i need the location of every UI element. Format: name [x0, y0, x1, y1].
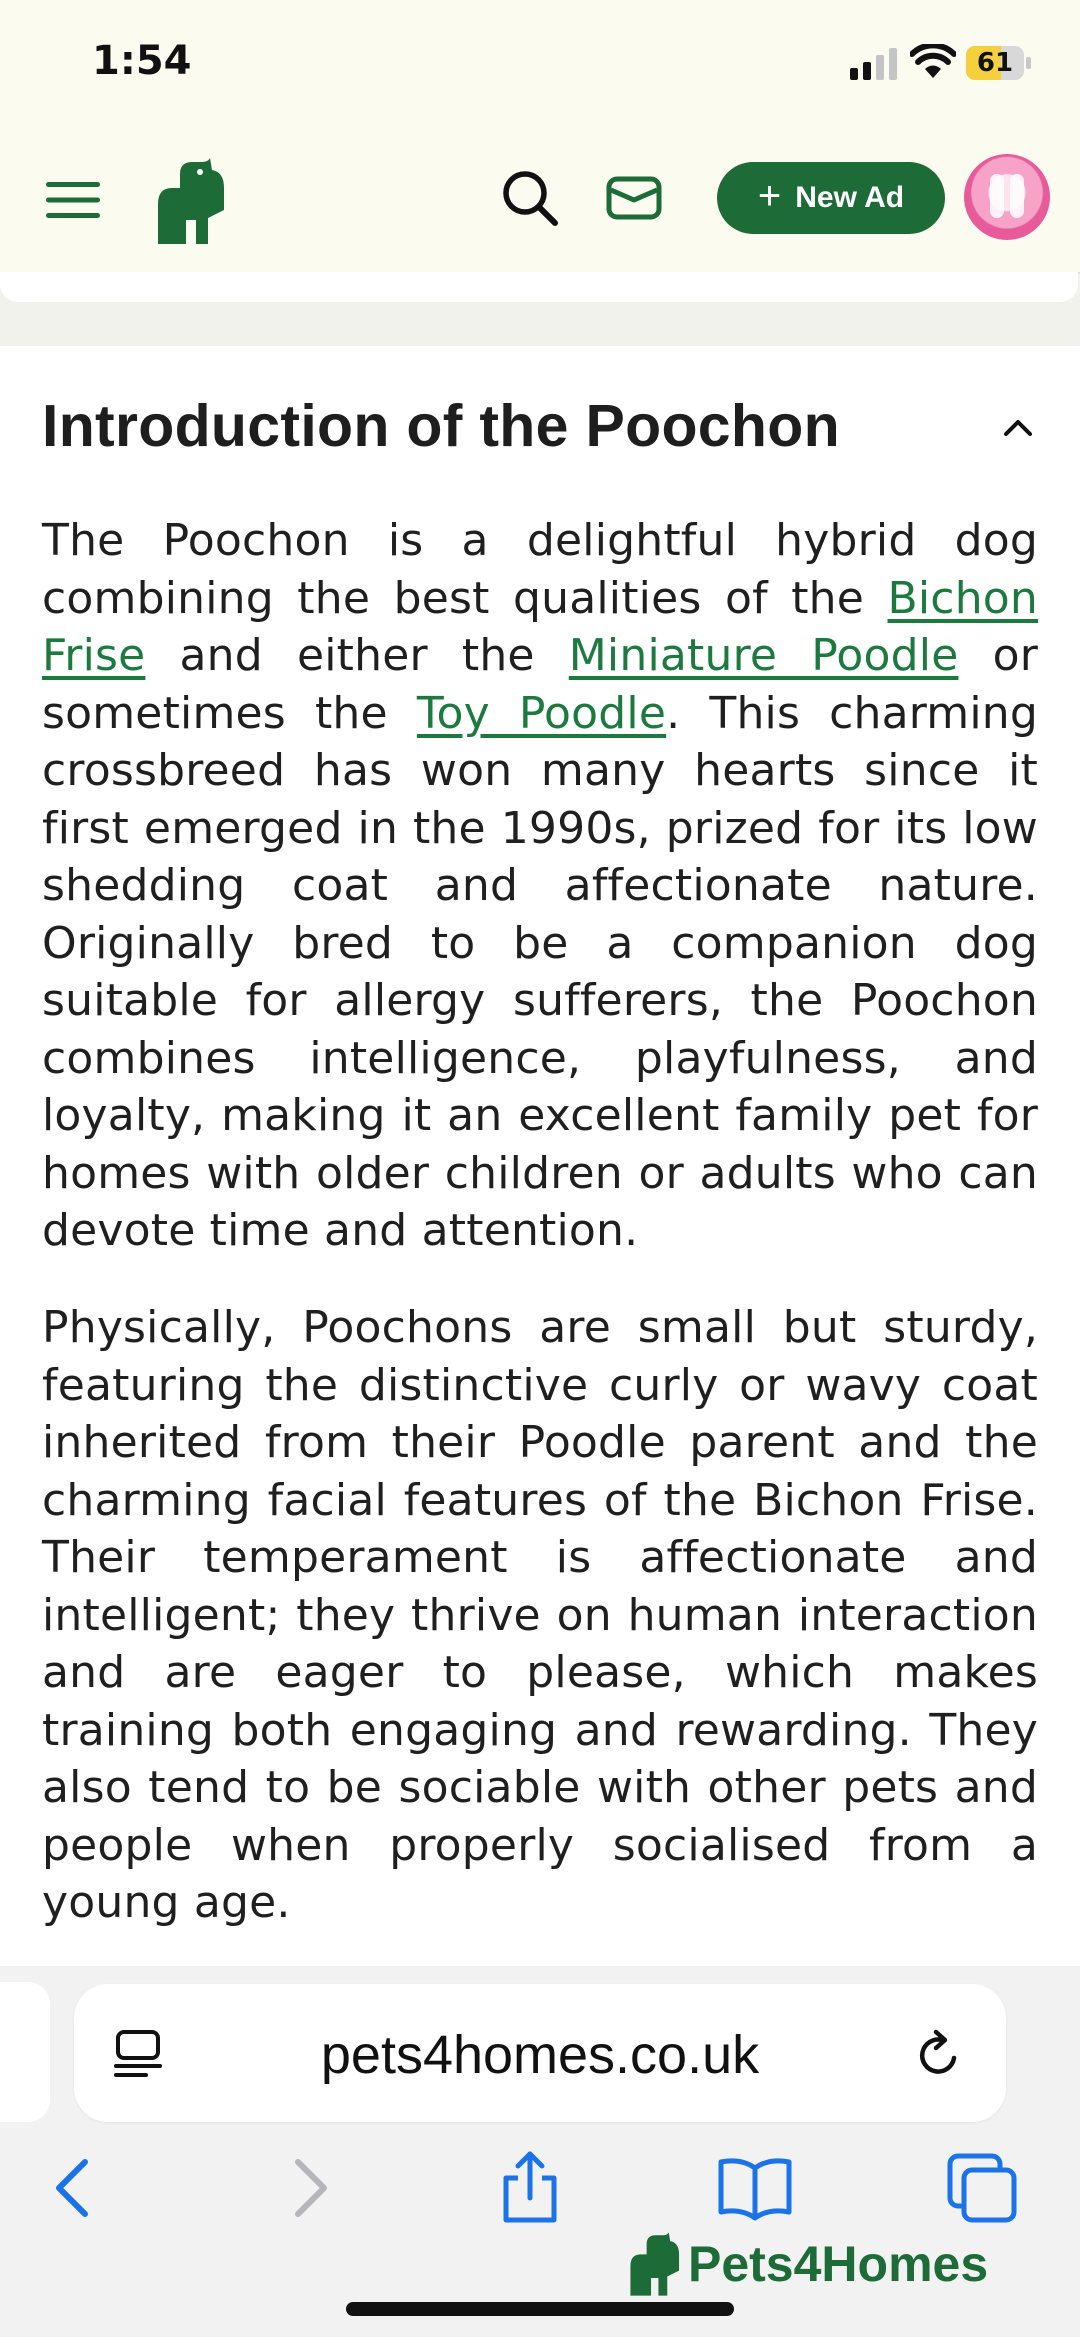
physical-paragraph: Physically, Poochons are small but sturdy, featuring the distinctive curly or wavy coat inherited from their Poodle parent and the charming facial features of the Bichon Frise. Their temperament is affectionate and intelligent; they thrive on human interaction and are eager to please, which makes training both engaging and rewarding. They also tend to be sociable with other pets and people when properly socialised from a young age.	[42, 1302, 1038, 1928]
previous-tab-edge[interactable]	[0, 1982, 50, 2122]
new-ad-button[interactable]	[717, 162, 945, 234]
text-span: . This charming crossbreed has won many hearts since it first emerged in the 1990s, prized for its low shedding coat and affectionate nature. Originally bred to be a companion dog suitable for allergy sufferers, the Poochon combines intelligence, playfulness, and loyalty, making it an excellent family pet for homes with older children or adults who can devote time and attention.	[42, 687, 1039, 1256]
search-icon[interactable]	[500, 168, 560, 228]
user-avatar[interactable]	[964, 154, 1050, 240]
cellular-signal-icon	[850, 48, 900, 80]
status-bar	[0, 0, 1080, 130]
share-icon[interactable]	[490, 2148, 570, 2228]
text-span: The Poochon is a delightful hybrid dog combining the best qualities of the	[42, 515, 1038, 624]
browser-toolbar	[0, 1966, 1080, 2337]
section-title: Introduction of the Poochon	[42, 393, 840, 459]
toy-poodle-link[interactable]: Toy Poodle	[416, 687, 667, 739]
hamburger-menu-icon[interactable]	[46, 180, 100, 220]
status-time: 1:54	[92, 38, 192, 84]
pets4homes-brand-watermark	[626, 2224, 988, 2304]
miniature-poodle-link[interactable]: Miniature Poodle	[568, 630, 959, 681]
wifi-icon	[910, 44, 956, 80]
article-section	[0, 346, 1080, 1968]
forward-arrow-icon[interactable]	[268, 2148, 348, 2228]
plus-icon: +	[757, 174, 782, 218]
pets4homes-logo-icon[interactable]	[152, 158, 228, 244]
bookmarks-book-icon[interactable]	[715, 2148, 795, 2228]
url-text: pets4homes.co.uk	[320, 2025, 760, 2085]
reload-icon[interactable]	[912, 2028, 966, 2082]
text-span: or sometimes the	[42, 630, 1038, 739]
previous-card-edge	[0, 272, 1078, 302]
site-header	[0, 130, 1080, 274]
home-indicator[interactable]	[346, 2302, 734, 2316]
battery-percent: 61	[976, 48, 1014, 78]
battery-indicator	[966, 46, 1032, 80]
pets4homes-logo-icon	[626, 2229, 682, 2299]
back-arrow-icon[interactable]	[35, 2148, 115, 2228]
chevron-up-icon[interactable]	[1000, 414, 1036, 442]
address-bar[interactable]	[74, 1984, 1006, 2122]
messages-mail-icon[interactable]	[606, 174, 662, 222]
new-ad-label: New Ad	[795, 181, 905, 214]
tabs-icon[interactable]	[942, 2148, 1022, 2228]
brand-name: Pets4Homes	[688, 2236, 989, 2292]
text-span: and either the	[145, 630, 569, 681]
intro-paragraph	[42, 512, 1038, 1260]
bichon-frise-link[interactable]: Bichon Frise	[42, 572, 1038, 681]
